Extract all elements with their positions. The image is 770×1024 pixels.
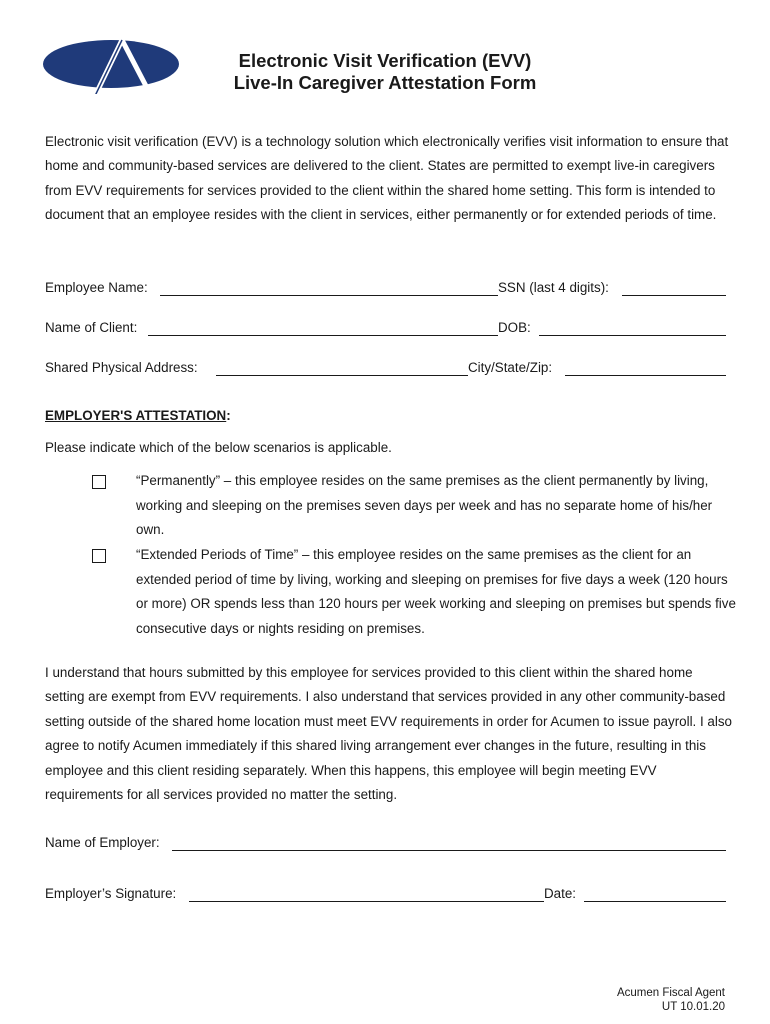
client-name-label: Name of Client: bbox=[45, 320, 138, 335]
permanently-option-text: “Permanently” – this employee resides on the same premises as the client permanently by living, working and sleeping on the premises seven days per week and has no separate home of his/her own. bbox=[136, 473, 713, 538]
ssn-label: SSN (last 4 digits): bbox=[498, 280, 609, 295]
address-row bbox=[45, 360, 726, 382]
date-field[interactable] bbox=[584, 887, 726, 902]
employee-name-field[interactable] bbox=[160, 281, 498, 296]
city-state-zip-field[interactable] bbox=[565, 361, 726, 376]
employee-name-label: Employee Name: bbox=[45, 280, 148, 295]
attestation-heading-text: EMPLOYER'S ATTESTATION bbox=[45, 408, 227, 423]
city-state-zip-label: City/State/Zip: bbox=[468, 360, 553, 375]
dob-field[interactable] bbox=[539, 321, 726, 336]
permanently-checkbox[interactable] bbox=[92, 475, 106, 489]
dob-label: DOB: bbox=[498, 320, 531, 335]
attestation-heading bbox=[45, 408, 231, 423]
extended-periods-option-text: “Extended Periods of Time” – this employee resides on the same premises as the client for an extended period of time by living, working and sleeping on premises for five days a week (120 hours or more) OR spends less than 120 hours per week working and sleeping on premises but spends five consecutive days or nights residing on premises. bbox=[136, 547, 736, 636]
attestation-prompt: Please indicate which of the below scenarios is applicable. bbox=[45, 440, 392, 455]
client-name-field[interactable] bbox=[148, 321, 498, 336]
ssn-field[interactable] bbox=[622, 281, 726, 296]
footer bbox=[617, 987, 725, 1014]
employer-name-row bbox=[45, 835, 726, 857]
signature-row bbox=[45, 886, 726, 908]
date-label: Date: bbox=[544, 886, 577, 901]
title-line-2: Live-In Caregiver Attestation Form bbox=[233, 72, 537, 93]
employer-signature-label: Employer’s Signature: bbox=[45, 886, 177, 901]
intro-paragraph: Electronic visit verification (EVV) is a technology solution which electronically verifies visit information to ensure that home and community-based services are delivered to the client. States are permitted to exempt live-in caregivers from EVV requirements for services provided to the client within the shared home setting. This form is intended to document that an employee resides with the client in services, either permanently or for extended periods of time. bbox=[45, 134, 729, 223]
understanding-paragraph: I understand that hours submitted by this employee for services provided to this client within the shared home setting are exempt from EVV requirements. I also understand that services provided in any other community-based setting outside of the shared home location must meet EVV requirements in order for Acumen to issue payroll. I also agree to notify Acumen immediately if this shared living arrangement ever changes in the future, resulting in this employee and this client residing separately. When this happens, this employee will begin meeting EVV requirements for all services provided no matter the setting. bbox=[45, 665, 732, 803]
extended-periods-checkbox[interactable] bbox=[92, 549, 106, 563]
title-line-1: Electronic Visit Verification (EVV) bbox=[238, 50, 532, 71]
client-row bbox=[45, 320, 726, 342]
footer-agent: Acumen Fiscal Agent bbox=[616, 987, 725, 999]
attestation-heading-colon: : bbox=[226, 408, 231, 423]
address-label: Shared Physical Address: bbox=[45, 360, 198, 375]
employee-row bbox=[45, 280, 726, 302]
footer-version: UT 10.01.20 bbox=[661, 1000, 725, 1013]
employer-signature-field[interactable] bbox=[189, 887, 544, 902]
employer-name-field[interactable] bbox=[172, 836, 726, 851]
address-field[interactable] bbox=[216, 361, 468, 376]
employer-name-label: Name of Employer: bbox=[45, 835, 160, 850]
